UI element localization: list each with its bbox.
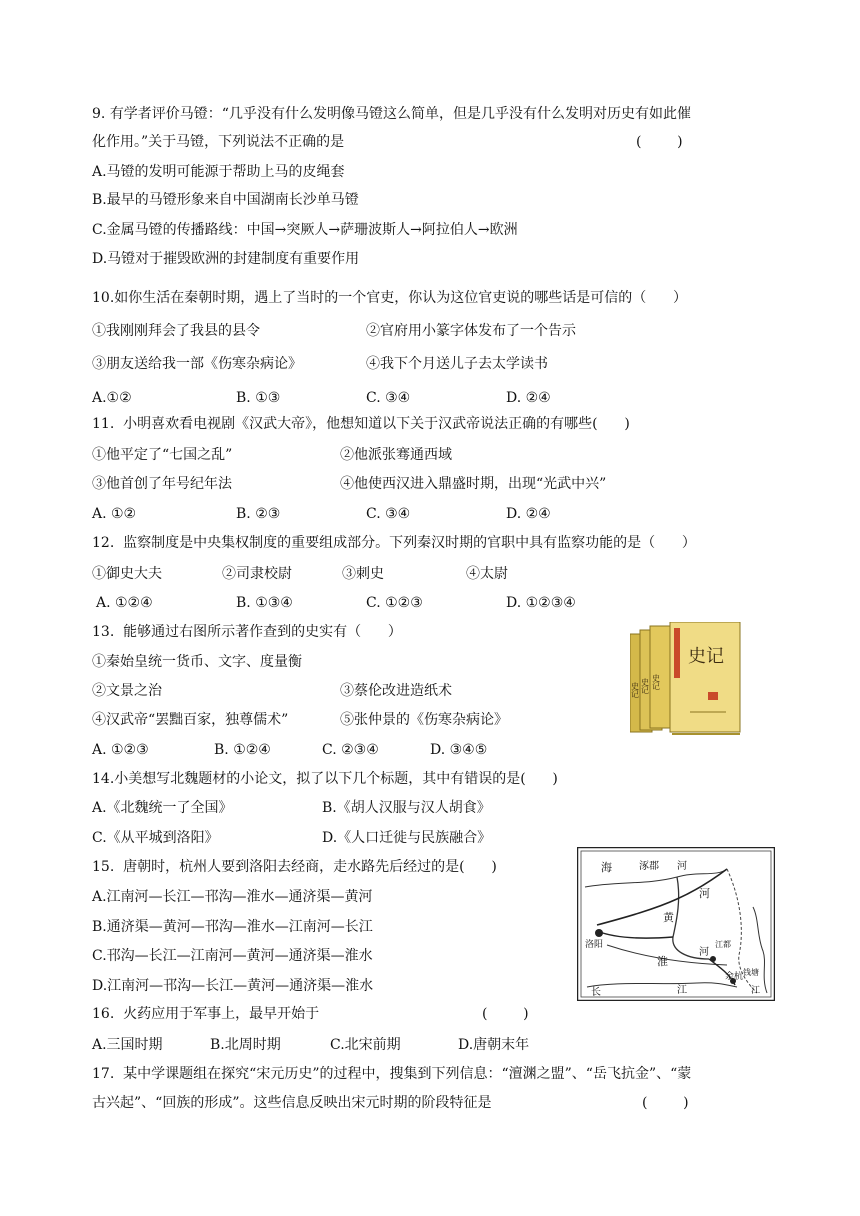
q12-stem: 12. 监察制度是中央集权制度的重要组成部分。下列秦汉时期的官职中具有监察功能的是（ ） (92, 535, 696, 551)
q12-item-4: ④太尉 (466, 566, 508, 582)
q11-item-2: ②他派张骞通西域 (340, 447, 452, 463)
shiji-book-image (630, 622, 742, 736)
q9-option-b: B.最早的马镫形象来自中国湖南长沙单马镫 (92, 192, 359, 208)
q15-option-c: C.邗沟—长江—江南河—黄河—通济渠—淮水 (92, 948, 373, 964)
q16-stem: 16. 火药应用于军事上，最早开始于 (92, 1006, 320, 1022)
map-label-sea: 海 (601, 861, 612, 874)
grand-canal-map (577, 847, 775, 1001)
map-label-zhuojun: 涿郡 (639, 861, 659, 872)
q10-item-3: ③朋友送给我一部《伤寒杂病论》 (92, 356, 302, 372)
q16-option-c: C.北宋前期 (330, 1037, 401, 1053)
q14-stem: 14.小美想写北魏题材的小论文，拟了以下几个标题，其中有错误的是( ) (92, 771, 558, 787)
map-label-he-2: 河 (699, 887, 710, 900)
q9-option-c: C.金属马镫的传播路线：中国→突厥人→萨珊波斯人→阿拉伯人→欧洲 (92, 222, 518, 238)
q13-item-2: ②文景之治 (92, 683, 162, 699)
q11-option-b: B. ②③ (236, 506, 281, 522)
q10-option-b: B. ①③ (236, 390, 281, 406)
map-label-qiantang: 钱塘 (743, 968, 759, 977)
q14-option-a: A.《北魏统一了全国》 (92, 800, 233, 816)
q11-item-4: ④他使西汉进入鼎盛时期，出现“光武中兴” (340, 476, 607, 492)
q15-stem: 15. 唐朝时，杭州人要到洛阳去经商，走水路先后经过的是( ) (92, 859, 497, 875)
q12-item-3: ③刺史 (342, 566, 384, 582)
q9-stem-line1: 9. 有学者评价马镫：“几乎没有什么发明像马镫这么简单，但是几乎没有什么发明对历史有如此催 (92, 106, 691, 122)
book-spine-1: 史记 (630, 682, 640, 698)
q13-option-a: A. ①②③ (92, 742, 149, 758)
map-label-yuhang: 余杭 (725, 972, 744, 982)
q15-option-b: B.通济渠—黄河—邗沟—淮水—江南河—长江 (92, 919, 373, 935)
q9-option-a: A.马镫的发明可能源于帮助上马的皮绳套 (92, 164, 345, 180)
q13-option-c: C. ②③④ (322, 742, 379, 758)
q10-item-2: ②官府用小篆字体发布了一个告示 (366, 323, 576, 339)
q9-option-d: D.马镫对于摧毁欧洲的封建制度有重要作用 (92, 251, 360, 267)
q10-item-1: ①我刚刚拜会了我县的县令 (92, 323, 260, 339)
q12-item-2: ②司隶校尉 (222, 566, 292, 582)
map-label-jiang-1: 江 (677, 985, 687, 996)
q16-option-b: B.北周时期 (210, 1037, 281, 1053)
q16-answer-paren: ( ) (482, 1006, 529, 1022)
q13-item-1: ①秦始皇统一货币、文字、度量衡 (92, 654, 302, 670)
q9-answer-paren: ( ) (636, 134, 683, 150)
q10-option-c: C. ③④ (366, 390, 411, 406)
map-label-huai: 淮 (657, 955, 668, 968)
map-label-jiangdu: 江都 (715, 940, 731, 949)
q14-option-b: B.《胡人汉服与汉人胡食》 (322, 800, 491, 816)
map-label-jiang-2: 江 (751, 986, 761, 996)
q9-stem-line2: 化作用。”关于马镫，下列说法不正确的是 (92, 134, 345, 150)
q17-stem-line1: 17. 某中学课题组在探究“宋元历史”的过程中，搜集到下列信息：“澶渊之盟”、“岳飞抗金”、“蒙 (92, 1066, 692, 1082)
map-label-he-1: 河 (677, 861, 687, 872)
map-label-huang: 黄 (663, 911, 674, 924)
q10-item-4: ④我下个月送儿子去太学读书 (366, 356, 548, 372)
q16-option-d: D.唐朝末年 (458, 1037, 530, 1053)
q13-item-3: ③蔡伦改进造纸术 (340, 683, 452, 699)
q13-option-d: D. ③④⑤ (430, 742, 488, 758)
q13-option-b: B. ①②④ (214, 742, 271, 758)
q10-option-d: D. ②④ (506, 390, 551, 406)
q10-option-a: A.①② (92, 390, 132, 406)
q12-option-b: B. ①③④ (236, 595, 293, 611)
q12-option-c: C. ①②③ (366, 595, 423, 611)
q11-option-d: D. ②④ (506, 506, 551, 522)
q15-option-a: A.江南河—长江—邗沟—淮水—通济渠—黄河 (92, 889, 373, 905)
book-cover-title: 史记 (688, 646, 724, 667)
q11-stem: 11. 小明喜欢看电视剧《汉武大帝》，他想知道以下关于汉武帝说法正确的有哪些( ) (92, 416, 630, 432)
book-spine-3: 史记 (651, 674, 661, 690)
q12-option-d: D. ①②③④ (506, 595, 576, 611)
q11-item-1: ①他平定了“七国之乱” (92, 447, 233, 463)
q11-option-a: A. ①② (92, 506, 137, 522)
q10-stem: 10.如你生活在秦朝时期，遇上了当时的一个官吏，你认为这位官吏说的哪些话是可信的（ ） (92, 290, 687, 306)
map-label-chang: 长 (591, 987, 601, 998)
q13-item-4: ④汉武帝“罢黜百家，独尊儒术” (92, 712, 289, 728)
q17-answer-paren: ( ) (642, 1095, 689, 1111)
q17-stem-line2: 古兴起”、“回族的形成”。这些信息反映出宋元时期的阶段特征是 (92, 1095, 492, 1111)
map-label-luoyang: 洛阳 (585, 940, 604, 950)
q11-item-3: ③他首创了年号纪年法 (92, 476, 232, 492)
map-label-he-3: 河 (699, 947, 709, 958)
q14-option-c: C.《从平城到洛阳》 (92, 830, 219, 846)
book-spine-2: 史记 (640, 678, 650, 694)
q13-item-5: ⑤张仲景的《伤寒杂病论》 (340, 712, 508, 728)
q13-stem: 13. 能够通过右图所示著作查到的史实有（ ） (92, 624, 402, 640)
q15-option-d: D.江南河—邗沟—长江—黄河—通济渠—淮水 (92, 978, 374, 994)
q12-item-1: ①御史大夫 (92, 566, 162, 582)
q14-option-d: D.《人口迁徙与民族融合》 (322, 830, 492, 846)
q12-option-a: A. ①②④ (96, 595, 153, 611)
q11-option-c: C. ③④ (366, 506, 411, 522)
q16-option-a: A.三国时期 (92, 1037, 163, 1053)
